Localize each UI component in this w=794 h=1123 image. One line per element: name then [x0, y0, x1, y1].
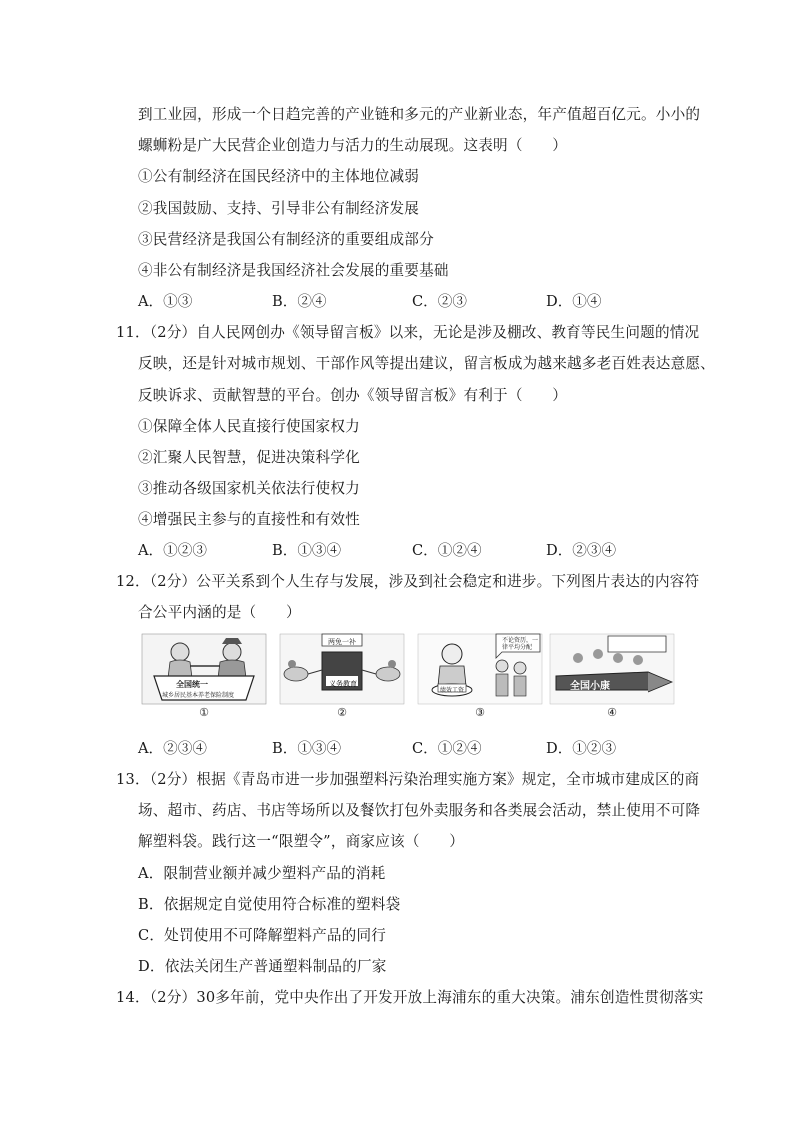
q12-picture-row	[140, 632, 676, 724]
q12-option-d[interactable]: D．①②③	[546, 740, 617, 757]
q10-statement-2: ②我国鼓励、支持、引导非公有制经济发展	[138, 200, 420, 217]
q11-statement-1: ①保障全体人民直接行使国家权力	[138, 418, 360, 435]
q12-text-line-2: 合公平内涵的是（ ）	[138, 604, 301, 621]
q11-text-line-3: 反映诉求、贡献智慧的平台。创办《领导留言板》有利于（ ）	[138, 387, 568, 404]
picture-2-label-sub: 义务教育	[329, 680, 357, 688]
q10-statement-4: ④非公有制经济是我国经济社会发展的重要基础	[138, 262, 449, 279]
q11-option-a[interactable]: A．①②③	[138, 542, 207, 559]
picture-4-label-main: 全国小康	[570, 681, 610, 692]
picture-2-label-main: 两免一补	[328, 638, 356, 646]
q12-picture-1	[140, 632, 268, 724]
q12-picture-2	[278, 632, 406, 724]
q12-picture-4	[548, 632, 676, 724]
picture-1-number: ①	[199, 706, 209, 719]
q11-statement-3: ③推动各级国家机关依法行使权力	[138, 480, 360, 497]
q10-text-line-2: 螺蛳粉是广大民营企业创造力与活力的生动展现。这表明（ ）	[138, 137, 568, 154]
q13-text-line-3: 解塑料袋。践行这一“限塑令”，商家应该（ ）	[138, 833, 464, 850]
q11-statement-2: ②汇聚人民智慧，促进决策科学化	[138, 449, 360, 466]
picture-1-label-main: 全国统一	[176, 680, 208, 689]
q10-statement-1: ①公有制经济在国民经济中的主体地位减弱	[138, 168, 420, 185]
q11-option-c[interactable]: C．①②④	[412, 542, 482, 559]
q11-text-line-2: 反映，还是针对城市规划、干部作风等提出建议，留言板成为越来越多老百姓表达意愿、	[138, 355, 715, 372]
q10-option-b[interactable]: B．②④	[272, 293, 327, 310]
q10-option-c[interactable]: C．②③	[412, 293, 467, 310]
q11-option-b[interactable]: B．①③④	[272, 542, 342, 559]
q11-statement-4: ④增强民主参与的直接性和有效性	[138, 511, 360, 528]
picture-1-label-sub: 城乡居民基本养老保险制度	[162, 692, 235, 699]
q12-option-c[interactable]: C．①②④	[412, 740, 482, 757]
q10-statement-3: ③民营经济是我国公有制经济的重要组成部分	[138, 231, 434, 248]
picture-2-number: ②	[337, 706, 347, 719]
q12-option-b[interactable]: B．①③④	[272, 740, 342, 757]
picture-3-label-sub: 绩效工资	[440, 687, 465, 694]
q13-text-line-1: 13．（2分）根据《青岛市进一步加强塑料污染治理实施方案》规定，全市城市建成区的商	[116, 771, 700, 788]
q10-option-a[interactable]: A．①③	[138, 293, 193, 310]
q13-choice-d[interactable]: D．依法关闭生产普通塑料制品的厂家	[138, 958, 387, 975]
picture-3-label-main: 不论资历，一律平均分配	[502, 637, 539, 651]
q14-text-line-1: 14．（2分）30多年前，党中央作出了开发开放上海浦东的重大决策。浦东创造性贯彻落实	[116, 989, 704, 1006]
q10-option-d[interactable]: D．①④	[546, 293, 602, 310]
q12-option-a[interactable]: A．②③④	[138, 740, 207, 757]
picture-3-number: ③	[475, 706, 485, 719]
q11-text-line-1: 11．（2分）自人民网创办《领导留言板》以来，无论是涉及棚改、教育等民生问题的情况	[116, 324, 700, 341]
q13-text-line-2: 场、超市、药店、书店等场所以及餐饮打包外卖服务和各类展会活动，禁止使用不可降	[138, 802, 701, 819]
q13-choice-c[interactable]: C．处罚使用不可降解塑料产品的同行	[138, 927, 387, 944]
q12-picture-3	[416, 632, 544, 724]
q13-choice-a[interactable]: A．限制营业额并减少塑料产品的消耗	[138, 865, 386, 882]
picture-4-number: ④	[607, 706, 617, 719]
q13-choice-b[interactable]: B．依据规定自觉使用符合标准的塑料袋	[138, 896, 401, 913]
q11-option-d[interactable]: D．②③④	[546, 542, 617, 559]
q10-text-line-1: 到工业园，形成一个日趋完善的产业链和多元的产业新业态，年产值超百亿元。小小的	[138, 106, 701, 123]
q12-text-line-1: 12．（2分）公平关系到个人生存与发展，涉及到社会稳定和进步。下列图片表达的内容符	[116, 573, 700, 590]
